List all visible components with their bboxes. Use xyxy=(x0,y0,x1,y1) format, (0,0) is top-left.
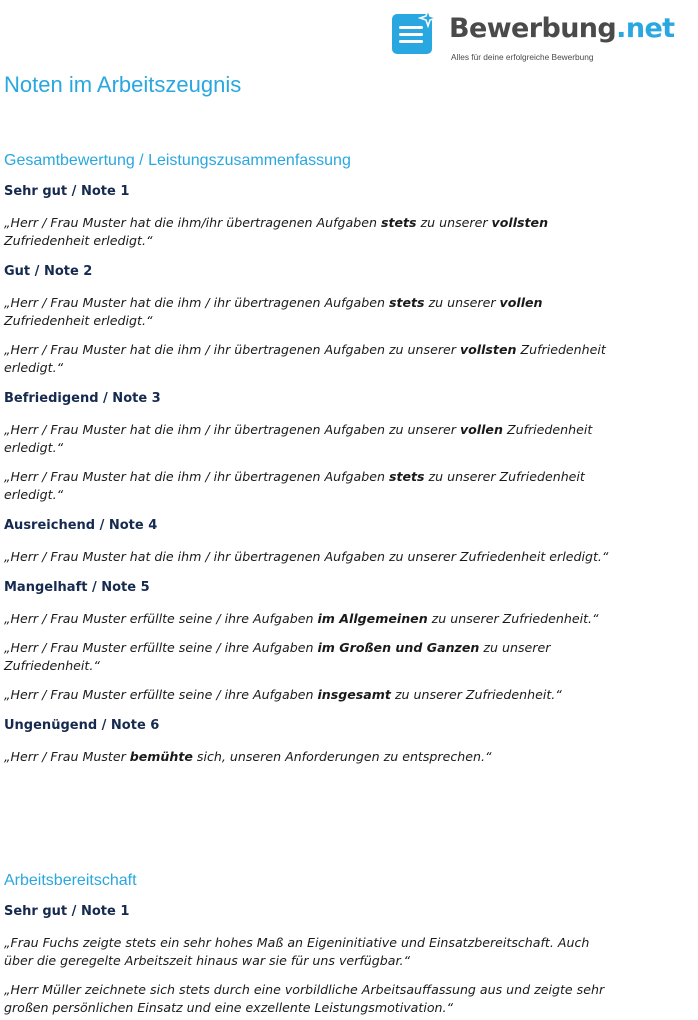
example-phrase xyxy=(4,686,619,704)
phrase-text: sich, unseren Anforderungen zu entsprechen.“ xyxy=(192,749,492,764)
phrase-text: „Frau Fuchs zeigte stets ein sehr hohes Maß an Eigeninitiative und Einsatzbereitschaft. Auch über die geregelte Arbeitszeit hinaus war sie für uns verfügbar.“ xyxy=(4,935,590,968)
grade-block-note-4 xyxy=(4,518,694,566)
grade-heading: Sehr gut / Note 1 xyxy=(4,184,130,199)
grade-heading: Sehr gut / Note 1 xyxy=(4,904,130,919)
grade-block-note-3 xyxy=(4,391,694,504)
grade-block-note-5 xyxy=(4,580,694,704)
logo-tagline: Alles für deine erfolgreiche Bewerbung xyxy=(451,52,594,62)
phrase-text: Zufriedenheit erledigt.“ xyxy=(4,233,153,248)
example-phrase xyxy=(4,421,619,457)
phrase-text: „Herr / Frau Muster hat die ihm / ihr übertragenen Aufgaben zu unserer xyxy=(4,342,460,357)
grade-block-note-6 xyxy=(4,718,694,766)
phrase-text: „Herr Müller zeichnete sich stets durch eine vorbildliche Arbeitsauffassung aus und zeigte sehr großen persönlichen Einsatz und eine exzellente Leistungsmotivation.“ xyxy=(4,982,605,1015)
phrase-text: „Herr / Frau Muster hat die ihm / ihr übertragenen Aufgaben zu unserer xyxy=(4,422,460,437)
section-arbeitsbereitschaft xyxy=(4,871,694,1020)
emphasized-keyword: stets xyxy=(388,469,425,484)
phrase-text: „Herr / Frau Muster hat die ihm / ihr übertragenen Aufgaben xyxy=(4,469,389,484)
emphasized-keyword: im Großen und Ganzen xyxy=(317,640,480,655)
grade-heading: Befriedigend / Note 3 xyxy=(4,391,161,406)
example-phrase xyxy=(4,294,619,330)
example-phrase xyxy=(4,610,619,628)
phrase-text: zu unserer xyxy=(424,295,500,310)
page-title: Noten im Arbeitszeugnis xyxy=(4,72,242,97)
emphasized-keyword: bemühte xyxy=(129,749,193,764)
phrase-text: „Herr / Frau Muster xyxy=(4,749,130,764)
phrase-text: zu unserer Zufriedenheit erledigt.“ xyxy=(4,469,585,502)
example-phrase xyxy=(4,748,619,766)
emphasized-keyword: insgesamt xyxy=(317,687,391,702)
phrase-text: zu unserer xyxy=(416,215,492,230)
emphasized-keyword: vollen xyxy=(499,295,543,310)
grade-heading: Ausreichend / Note 4 xyxy=(4,518,158,533)
section-title: Gesamtbewertung / Leistungszusammenfassung xyxy=(4,152,351,169)
section-gesamtbewertung xyxy=(4,151,694,780)
grade-block-note-1 xyxy=(4,904,694,1017)
phrase-text: „Herr / Frau Muster hat die ihm/ihr übertragenen Aufgaben xyxy=(4,215,381,230)
phrase-text: „Herr / Frau Muster hat die ihm / ihr übertragenen Aufgaben xyxy=(4,295,389,310)
phrase-text: „Herr / Frau Muster erfüllte seine / ihre Aufgaben xyxy=(4,687,318,702)
example-phrase xyxy=(4,934,619,970)
grade-block-note-2 xyxy=(4,264,694,377)
phrase-text: Zufriedenheit erledigt.“ xyxy=(4,313,153,328)
grade-heading: Mangelhaft / Note 5 xyxy=(4,580,150,595)
example-phrase xyxy=(4,639,619,675)
example-phrase xyxy=(4,341,619,377)
logo-word-main: Bewerbung xyxy=(449,13,617,44)
phrase-text: zu unserer Zufriedenheit.“ xyxy=(390,687,562,702)
logo-wordmark xyxy=(449,15,674,42)
phrase-text: Zufriedenheit erledigt.“ xyxy=(4,422,593,455)
phrase-text: zu unserer Zufriedenheit.“ xyxy=(4,640,551,673)
phrase-text: Zufriedenheit erledigt.“ xyxy=(4,342,606,375)
example-phrase xyxy=(4,468,619,504)
phrase-text: zu unserer Zufriedenheit.“ xyxy=(427,611,599,626)
phrase-text: „Herr / Frau Muster hat die ihm / ihr übertragenen Aufgaben zu unserer Zufriedenheit erledigt.“ xyxy=(4,549,609,564)
document-sparkle-icon xyxy=(392,10,436,54)
example-phrase xyxy=(4,548,619,566)
grade-block-note-1 xyxy=(4,184,694,250)
emphasized-keyword: vollen xyxy=(459,422,503,437)
emphasized-keyword: vollsten xyxy=(459,342,517,357)
phrase-text: „Herr / Frau Muster erfüllte seine / ihre Aufgaben xyxy=(4,640,318,655)
grade-heading: Gut / Note 2 xyxy=(4,264,93,279)
emphasized-keyword: stets xyxy=(380,215,417,230)
emphasized-keyword: im Allgemeinen xyxy=(317,611,428,626)
emphasized-keyword: vollsten xyxy=(491,215,549,230)
brand-logo[interactable] xyxy=(390,2,698,64)
grade-heading: Ungenügend / Note 6 xyxy=(4,718,160,733)
example-phrase xyxy=(4,214,619,250)
logo-word-domain: .net xyxy=(616,13,675,44)
example-phrase xyxy=(4,981,619,1017)
section-title: Arbeitsbereitschaft xyxy=(4,872,137,889)
phrase-text: „Herr / Frau Muster erfüllte seine / ihre Aufgaben xyxy=(4,611,318,626)
emphasized-keyword: stets xyxy=(388,295,425,310)
